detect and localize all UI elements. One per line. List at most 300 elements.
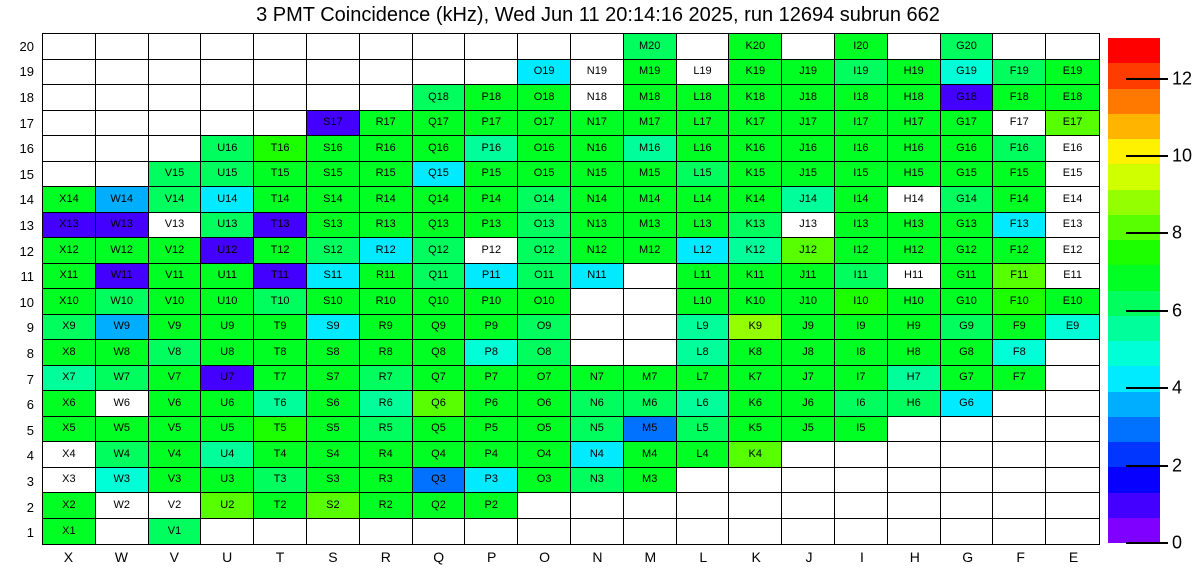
heatmap-cell: [43, 442, 96, 468]
heatmap-cell: [888, 289, 941, 315]
colorbar-band: [1108, 467, 1160, 492]
heatmap-cell-label: O4: [536, 447, 552, 460]
heatmap-cell: [254, 60, 307, 86]
heatmap-cell: [941, 519, 994, 545]
heatmap-cell-label: H16: [903, 141, 924, 154]
heatmap-cell: [307, 493, 360, 519]
heatmap-cell: [96, 391, 149, 417]
heatmap-cell: [307, 111, 360, 137]
heatmap-cell-label: E9: [1065, 320, 1080, 333]
heatmap-cell: [993, 391, 1046, 417]
heatmap-cell: [624, 213, 677, 239]
heatmap-cell-label: O13: [533, 218, 555, 231]
heatmap-cell: [465, 315, 518, 341]
heatmap-cell: [518, 366, 571, 392]
heatmap-cell: [149, 111, 202, 137]
heatmap-cell-label: E12: [1062, 243, 1083, 256]
heatmap-cell-label: Q10: [428, 294, 449, 307]
heatmap-cell: [149, 340, 202, 366]
heatmap-cell-label: H7: [906, 371, 921, 384]
heatmap-cell-label: F15: [1009, 167, 1029, 180]
heatmap-cell: [1046, 60, 1099, 86]
heatmap-cell: [888, 34, 941, 60]
y-axis-label: 10: [19, 294, 34, 310]
heatmap-cell-label: M12: [638, 243, 661, 256]
heatmap-cell-label: T10: [270, 294, 290, 307]
heatmap-cell: [254, 315, 307, 341]
heatmap-cell: [43, 417, 96, 443]
heatmap-cell: [729, 417, 782, 443]
heatmap-cell: [888, 111, 941, 137]
heatmap-cell: [254, 340, 307, 366]
heatmap-cell-label: K20: [745, 39, 766, 52]
colorbar-tick-label: 4: [1172, 377, 1183, 398]
heatmap-cell: [835, 34, 888, 60]
heatmap-cell: [43, 162, 96, 188]
colorbar-tick-label: 6: [1172, 300, 1183, 321]
heatmap-cell-label: X1: [62, 524, 76, 537]
heatmap-cell-label: R14: [375, 192, 396, 205]
heatmap-cell-label: L16: [693, 141, 712, 154]
heatmap-cell: [413, 366, 466, 392]
heatmap-cell-label: U16: [217, 141, 238, 154]
heatmap-cell-label: U11: [217, 269, 237, 282]
heatmap-cell: [835, 187, 888, 213]
heatmap-cell: [782, 136, 835, 162]
heatmap-cell: [149, 366, 202, 392]
heatmap-cell: [888, 136, 941, 162]
heatmap-cell: [941, 315, 994, 341]
heatmap-cell-label: Q16: [428, 141, 449, 154]
heatmap-cell: [941, 493, 994, 519]
heatmap-cell-label: N11: [587, 269, 607, 282]
heatmap-cell: [518, 213, 571, 239]
heatmap-cell: [43, 60, 96, 86]
x-axis-label: N: [592, 549, 603, 565]
heatmap-cell-label: X12: [59, 243, 79, 256]
heatmap-cell-label: J17: [799, 116, 817, 129]
heatmap-cell: [888, 187, 941, 213]
heatmap-cell: [413, 442, 466, 468]
heatmap-cell-label: O19: [533, 65, 555, 78]
heatmap-cell: [1046, 519, 1099, 545]
heatmap-cell: [43, 315, 96, 341]
heatmap-cell: [149, 493, 202, 519]
heatmap-cell-label: E15: [1062, 167, 1083, 180]
heatmap-cell: [360, 366, 413, 392]
heatmap-cell-label: L7: [696, 371, 709, 384]
heatmap-cell: [43, 213, 96, 239]
colorbar-band: [1108, 341, 1160, 366]
heatmap-cell-label: J16: [799, 141, 817, 154]
heatmap-cell-label: X4: [62, 447, 76, 460]
colorbar-tick-label: 8: [1172, 222, 1183, 243]
heatmap-cell-label: N15: [586, 167, 607, 180]
heatmap-cell: [201, 111, 254, 137]
heatmap-cell: [677, 315, 730, 341]
heatmap-cell: [307, 264, 360, 290]
heatmap-cell-label: M4: [642, 447, 658, 460]
heatmap-cell-label: G12: [956, 243, 977, 256]
heatmap-cell-label: G14: [956, 192, 977, 205]
colorbar-band: [1108, 291, 1160, 316]
heatmap-cell-label: Q11: [428, 269, 449, 282]
heatmap-cell: [149, 391, 202, 417]
heatmap-cell-label: W3: [113, 473, 130, 486]
heatmap-cell: [1046, 213, 1099, 239]
heatmap-cell-label: K11: [745, 269, 765, 282]
heatmap-cell-label: S7: [326, 371, 340, 384]
plot-title: 3 PMT Coincidence (kHz), Wed Jun 11 20:14:16 2025, run 12694 subrun 662: [256, 4, 940, 26]
heatmap-cell: [413, 391, 466, 417]
heatmap-cell: [518, 34, 571, 60]
heatmap-cell-label: I20: [853, 39, 869, 52]
heatmap-cell-label: L5: [696, 422, 709, 435]
heatmap-cell: [465, 111, 518, 137]
x-axis-label: G: [962, 549, 974, 565]
heatmap-cell: [518, 60, 571, 86]
heatmap-cell-label: N16: [586, 141, 607, 154]
heatmap-cell-label: P6: [484, 396, 499, 409]
heatmap-cell-label: Q2: [431, 498, 446, 511]
heatmap-cell-label: K5: [748, 422, 763, 435]
heatmap-cell-label: T13: [270, 218, 290, 231]
heatmap-cell: [729, 111, 782, 137]
heatmap-cell: [782, 519, 835, 545]
heatmap-cell: [465, 493, 518, 519]
colorbar-tick: [1126, 232, 1168, 234]
heatmap-cell: [677, 468, 730, 494]
heatmap-cell-label: Q4: [431, 447, 446, 460]
heatmap-cell: [307, 238, 360, 264]
heatmap-cell: [782, 391, 835, 417]
heatmap-cell: [571, 85, 624, 111]
heatmap-cell: [571, 493, 624, 519]
heatmap-cell: [941, 34, 994, 60]
heatmap-cell: [941, 340, 994, 366]
x-axis-label: H: [909, 549, 920, 565]
heatmap-cell: [149, 85, 202, 111]
heatmap-cell-label: W4: [113, 447, 130, 460]
heatmap-cell-label: P5: [484, 422, 499, 435]
heatmap-cell-label: Q13: [428, 218, 449, 231]
heatmap-cell-label: K9: [748, 320, 763, 333]
heatmap-cell: [360, 264, 413, 290]
heatmap-cell-label: X6: [62, 396, 76, 409]
heatmap-cell: [1046, 34, 1099, 60]
heatmap-cell: [888, 162, 941, 188]
heatmap-cell: [624, 238, 677, 264]
heatmap-cell-label: Q8: [431, 345, 446, 358]
heatmap-cell: [360, 85, 413, 111]
heatmap-cell: [201, 213, 254, 239]
heatmap-cell-label: K12: [745, 243, 766, 256]
heatmap-cell-label: O17: [533, 116, 555, 129]
heatmap-cell: [149, 519, 202, 545]
heatmap-cell: [571, 417, 624, 443]
heatmap-cell-label: P17: [481, 116, 502, 129]
heatmap-cell-label: U6: [220, 396, 235, 409]
y-axis-label: 18: [19, 90, 34, 105]
heatmap-cell: [201, 34, 254, 60]
heatmap-cell: [201, 442, 254, 468]
heatmap-cell-label: K8: [748, 345, 763, 358]
heatmap-cell-label: Q3: [431, 473, 446, 486]
heatmap-cell: [888, 340, 941, 366]
heatmap-cell-label: I9: [856, 320, 866, 333]
heatmap-cell: [518, 340, 571, 366]
heatmap-cell: [993, 493, 1046, 519]
heatmap-cell-label: R4: [378, 447, 393, 460]
heatmap-cell: [1046, 442, 1099, 468]
heatmap-cell: [1046, 289, 1099, 315]
heatmap-cell: [888, 85, 941, 111]
heatmap-cell: [413, 238, 466, 264]
heatmap-cell: [254, 289, 307, 315]
heatmap-cell: [782, 264, 835, 290]
heatmap-cell-label: H19: [903, 65, 924, 78]
heatmap-cell-label: E11: [1063, 269, 1082, 282]
heatmap-cell: [1046, 111, 1099, 137]
heatmap-cell: [518, 289, 571, 315]
heatmap-cell: [149, 60, 202, 86]
heatmap-cell-label: W8: [113, 345, 130, 358]
heatmap-cell-label: L10: [693, 294, 712, 307]
heatmap-cell-label: W7: [113, 371, 130, 384]
heatmap-cell: [413, 85, 466, 111]
heatmap-cell: [782, 213, 835, 239]
heatmap-cell-label: L6: [696, 396, 709, 409]
heatmap-cell-label: X8: [62, 345, 76, 358]
heatmap-cell-label: X2: [62, 498, 76, 511]
heatmap-cell-label: P18: [481, 90, 502, 103]
heatmap-cell-label: S17: [323, 116, 343, 129]
heatmap-cell: [677, 289, 730, 315]
x-axis-label: M: [644, 549, 657, 565]
heatmap-cell: [96, 111, 149, 137]
heatmap-cell-label: N3: [589, 473, 604, 486]
heatmap-cell-label: G10: [956, 294, 977, 307]
heatmap-cell-label: H9: [906, 320, 921, 333]
heatmap-cell: [941, 442, 994, 468]
heatmap-cell: [465, 519, 518, 545]
heatmap-cell-label: R16: [375, 141, 396, 154]
heatmap-cell: [1046, 468, 1099, 494]
heatmap-cell-label: T11: [271, 269, 290, 282]
heatmap-cell-label: P15: [481, 167, 502, 180]
heatmap-cell: [835, 315, 888, 341]
heatmap-cell-label: O11: [534, 269, 555, 282]
heatmap-cell-label: U9: [220, 320, 235, 333]
heatmap-cell: [254, 493, 307, 519]
heatmap-cell-label: T4: [273, 447, 287, 460]
heatmap-cell: [518, 136, 571, 162]
heatmap-cell-label: I14: [853, 192, 869, 205]
heatmap-cell-label: S14: [323, 192, 343, 205]
heatmap-cell: [888, 238, 941, 264]
heatmap-cell-label: I8: [856, 345, 866, 358]
heatmap-cell: [518, 468, 571, 494]
heatmap-cell-label: J8: [802, 345, 814, 358]
heatmap-cell: [888, 417, 941, 443]
colorbar: [1108, 38, 1160, 543]
heatmap-cell: [571, 315, 624, 341]
heatmap-cell: [941, 468, 994, 494]
heatmap-cell-label: U14: [217, 192, 238, 205]
heatmap-cell-label: S15: [323, 167, 343, 180]
x-axis-label: I: [860, 549, 864, 565]
heatmap-cell-label: M5: [642, 422, 658, 435]
heatmap-cell: [571, 213, 624, 239]
heatmap-cell: [677, 366, 730, 392]
y-axis-label: 5: [26, 422, 34, 438]
heatmap-cell-label: H11: [904, 269, 924, 282]
heatmap-cell-label: R11: [376, 269, 396, 282]
heatmap-cell-label: H18: [903, 90, 924, 103]
heatmap-cell: [149, 315, 202, 341]
heatmap-cell: [941, 187, 994, 213]
heatmap-cell-label: N17: [586, 116, 607, 129]
heatmap-cell: [360, 442, 413, 468]
heatmap-cell: [1046, 238, 1099, 264]
heatmap-cell: [624, 340, 677, 366]
heatmap-cell-label: Q17: [428, 116, 449, 129]
heatmap-cell: [307, 136, 360, 162]
heatmap-cell-label: G15: [956, 167, 977, 180]
heatmap-cell-label: T6: [273, 396, 287, 409]
heatmap-cell: [677, 442, 730, 468]
heatmap-cell: [96, 264, 149, 290]
heatmap-cell: [360, 391, 413, 417]
y-axis-label: 17: [19, 115, 34, 131]
heatmap-cell-label: M19: [638, 65, 661, 78]
heatmap-cell: [729, 289, 782, 315]
heatmap-cell-label: O18: [533, 90, 555, 103]
heatmap-cell-label: G11: [956, 269, 977, 282]
heatmap-cell: [835, 289, 888, 315]
heatmap-cell: [465, 60, 518, 86]
heatmap-cell-label: J11: [799, 269, 817, 282]
heatmap-cell: [729, 238, 782, 264]
y-axis-label: 12: [19, 243, 34, 259]
heatmap-cell-label: R17: [375, 116, 396, 129]
heatmap-cell: [624, 85, 677, 111]
heatmap-cell: [993, 60, 1046, 86]
heatmap-cell: [835, 391, 888, 417]
heatmap-cell: [360, 468, 413, 494]
heatmap-cell-label: Q9: [431, 320, 446, 333]
heatmap-cell: [360, 238, 413, 264]
heatmap-cell: [624, 468, 677, 494]
heatmap-cell: [518, 85, 571, 111]
x-axis-label: S: [328, 549, 338, 565]
heatmap-cell: [993, 315, 1046, 341]
heatmap-cell: [149, 34, 202, 60]
heatmap-cell: [201, 468, 254, 494]
heatmap-cell-label: Q18: [428, 90, 449, 103]
heatmap-cell: [571, 519, 624, 545]
heatmap-cell: [729, 162, 782, 188]
heatmap-cell: [465, 187, 518, 213]
heatmap-cell-label: I17: [853, 116, 869, 129]
heatmap-cell: [571, 60, 624, 86]
heatmap-cell: [360, 187, 413, 213]
heatmap-cell-label: P10: [481, 294, 502, 307]
heatmap-cell: [201, 60, 254, 86]
y-axis-label: 4: [26, 448, 34, 464]
heatmap-cell-label: H10: [903, 294, 924, 307]
heatmap-cell-label: O16: [533, 141, 555, 154]
heatmap-cell: [677, 238, 730, 264]
heatmap-cell: [624, 366, 677, 392]
heatmap-cell-label: T14: [270, 192, 290, 205]
heatmap-cell: [835, 264, 888, 290]
colorbar-band: [1108, 392, 1160, 417]
heatmap-cell: [254, 238, 307, 264]
heatmap-cell: [571, 442, 624, 468]
x-axis-label: O: [539, 549, 550, 565]
heatmap-cell-label: N5: [589, 422, 604, 435]
heatmap-cell: [1046, 187, 1099, 213]
heatmap-cell: [149, 162, 202, 188]
heatmap-cell-label: L4: [696, 447, 709, 460]
heatmap-cell-label: P7: [484, 371, 499, 384]
heatmap-cell-label: S12: [323, 243, 343, 256]
heatmap-cell-label: V4: [167, 447, 182, 460]
x-axis-label: V: [169, 549, 179, 565]
heatmap-cell: [993, 85, 1046, 111]
heatmap-cell: [993, 366, 1046, 392]
heatmap-cell: [782, 442, 835, 468]
heatmap-cell-label: S3: [326, 473, 340, 486]
heatmap-cell: [96, 315, 149, 341]
heatmap-cell-label: I15: [853, 167, 869, 180]
heatmap-cell: [149, 187, 202, 213]
heatmap-cell: [677, 111, 730, 137]
heatmap-cell: [993, 417, 1046, 443]
heatmap-cell: [43, 519, 96, 545]
heatmap-cell-label: V11: [165, 269, 184, 282]
heatmap-cell: [96, 136, 149, 162]
colorbar-band: [1108, 215, 1160, 240]
heatmap-cell: [993, 289, 1046, 315]
heatmap-cell: [941, 417, 994, 443]
heatmap-cell: [254, 111, 307, 137]
heatmap-cell: [307, 162, 360, 188]
heatmap-cell: [254, 519, 307, 545]
heatmap-cell: [465, 136, 518, 162]
heatmap-cell-label: U13: [217, 218, 238, 231]
heatmap-cell-label: W11: [110, 269, 133, 282]
heatmap-cell-label: W12: [110, 243, 133, 256]
heatmap-cell-label: S10: [323, 294, 343, 307]
heatmap-cell-label: S11: [323, 269, 343, 282]
heatmap-cell-label: M13: [638, 218, 661, 231]
heatmap-cell: [254, 366, 307, 392]
heatmap-cell: [782, 111, 835, 137]
heatmap-cell: [729, 136, 782, 162]
heatmap-cell: [941, 136, 994, 162]
colorbar-tick-label: 2: [1172, 455, 1183, 476]
heatmap-cell: [677, 391, 730, 417]
heatmap-cell: [1046, 391, 1099, 417]
x-axis-label: F: [1016, 549, 1025, 565]
heatmap-cell: [360, 519, 413, 545]
heatmap-cell: [835, 442, 888, 468]
heatmap-cell-label: L15: [693, 167, 712, 180]
heatmap-cell-label: O7: [536, 371, 552, 384]
colorbar-band: [1108, 139, 1160, 164]
